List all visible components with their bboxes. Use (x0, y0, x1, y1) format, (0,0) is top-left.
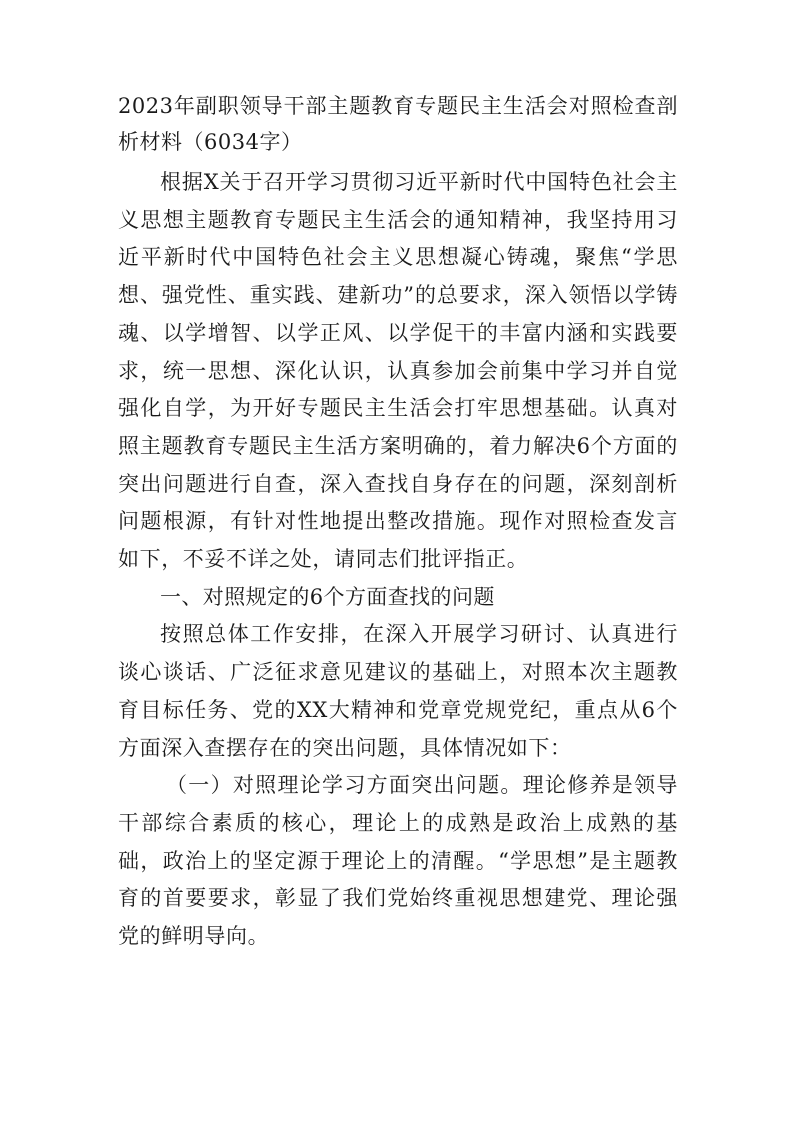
document-title: 2023年副职领导干部主题教育专题民主生活会对照检查剖析材料（6034字） (118, 94, 678, 154)
section-heading-1: 一、对照规定的6个方面查找的问题 (160, 584, 495, 609)
subsection-1-paragraph: （一）对照理论学习方面突出问题。理论修养是领导干部综合素质的核心，理论上的成熟是政治上成熟的基础，政治上的坚定源于理论上的清醒。“学思想”是主题教育的首要要求，彰显了我们党始终重视思想建党、理论强党的鲜明导向。 (118, 773, 678, 949)
section-1-paragraph: 按照总体工作安排，在深入开展学习研讨、认真进行谈心谈话、广泛征求意见建议的基础上，对照本次主题教育目标任务、党的XX大精神和党章党规党纪，重点从6个方面深入查摆存在的突出问题，具体情况如下： (118, 622, 678, 760)
intro-paragraph: 根据X关于召开学习贯彻习近平新时代中国特色社会主义思想主题教育专题民主生活会的通知精神，我坚持用习近平新时代中国特色社会主义思想凝心铸魂，聚焦“学思想、强党性、重实践、建新功”的总要求，深入领悟以学铸魂、以学增智、以学正风、以学促干的丰富内涵和实践要求，统一思想、深化认识，认真参加会前集中学习并自觉强化自学，为开好专题民主生活会打牢思想基础。认真对照主题教育专题民主生活方案明确的，着力解决6个方面的突出问题进行自查，深入查找自身存在的问题，深刻剖析问题根源，有针对性地提出整改措施。现作对照检查发言如下，不妥不详之处，请同志们批评指正。 (118, 170, 678, 572)
document-page (118, 88, 678, 956)
